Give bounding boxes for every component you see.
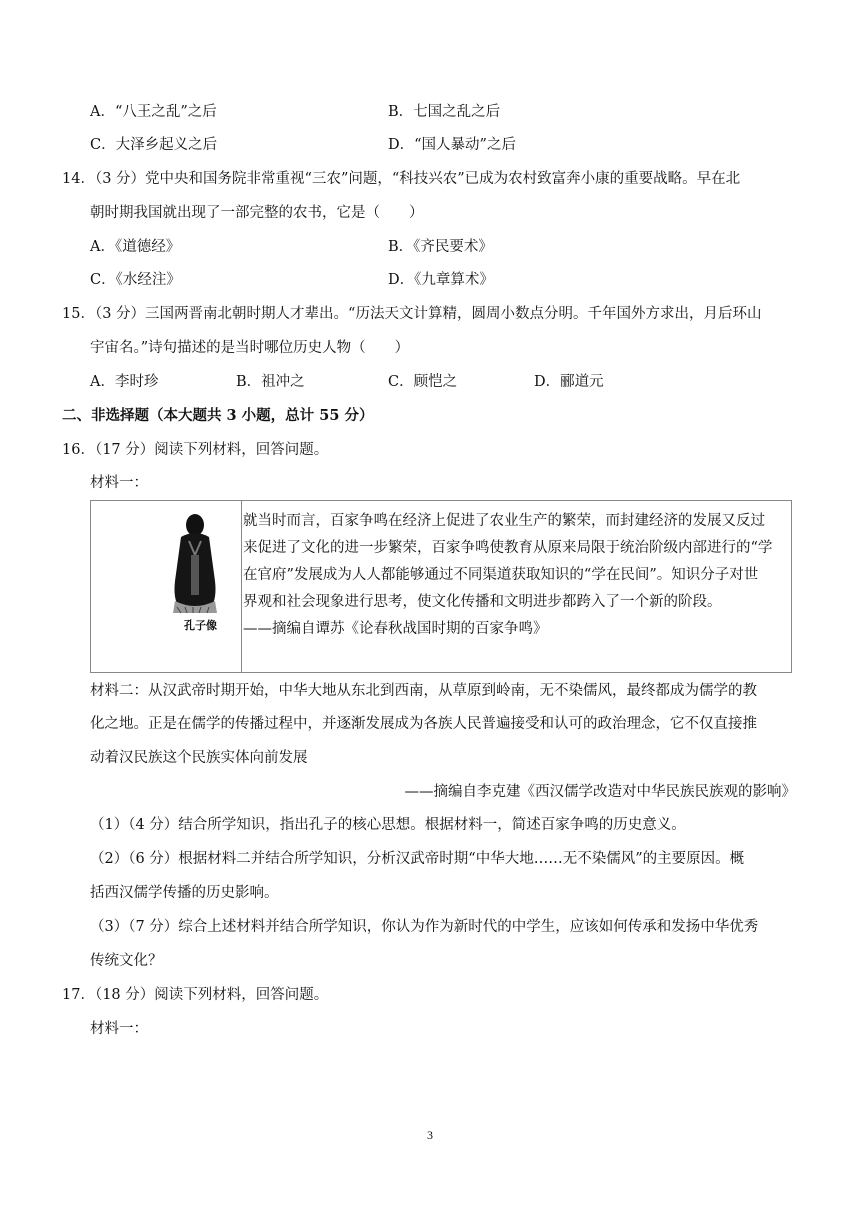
- q16-sub2-line2: 括西汉儒学传播的历史影响。: [90, 885, 279, 901]
- material1-line: 在官府”发展成为人人都能够通过不同渠道获取知识的“学在民间”。知识分子对世: [243, 567, 759, 583]
- q13-option-d: D．“国人暴动”之后: [388, 137, 516, 153]
- q16-sub3-line2: 传统文化？: [90, 953, 163, 969]
- q13-option-c: C．大泽乡起义之后: [90, 137, 218, 153]
- material2-source: ——摘编自李克建《西汉儒学改造对中华民族民族观的影响》: [404, 784, 796, 800]
- q15-stem-line1: 15．（3 分）三国两晋南北朝时期人才辈出。“历法天文计算精，圆周小数点分明。千年国外方求出，月后环山: [62, 306, 762, 322]
- q16-material1-label: 材料一：: [90, 475, 148, 491]
- material2-line: 材料二：从汉武帝时期开始，中华大地从东北到西南，从草原到岭南，无不染儒风，最终都成为儒学的教: [90, 683, 757, 699]
- q14-stem-line2: 朝时期我国就出现了一部完整的农书，它是（ ）: [90, 205, 424, 221]
- page-number: 3: [427, 1128, 433, 1142]
- q16-sub2-line1: （2）（6 分）根据材料二并结合所学知识，分析汉武帝时期“中华大地……无不染儒风”的主要原因。概: [90, 851, 745, 867]
- q17-material1-label: 材料一：: [90, 1021, 148, 1037]
- material1-line: 就当时而言，百家争鸣在经济上促进了农业生产的繁荣，而封建经济的发展又反过: [243, 513, 765, 529]
- material2-line: 化之地。正是在儒学的传播过程中，并逐渐发展成为各族人民普遍接受和认可的政治理念，它不仅直接推: [90, 716, 757, 732]
- material1-line: 界观和社会现象进行思考，使文化传播和文明进步都跨入了一个新的阶段。: [243, 594, 722, 610]
- q13-option-b: B．七国之乱之后: [388, 104, 501, 120]
- section-heading: 二、非选择题（本大题共 3 小题，总计 55 分）: [62, 407, 374, 424]
- q14-option-b: B．《齐民要术》: [388, 239, 493, 255]
- material2-line: 动着汉民族这个民族实体向前发展: [90, 750, 308, 766]
- q14-option-c: C．《水经注》: [90, 272, 181, 288]
- material1-line: 来促进了文化的进一步繁荣，百家争鸣使教育从原来局限于统治阶级内部进行的“学: [243, 540, 773, 556]
- material1-source: ——摘编自谭苏《论春秋战国时期的百家争鸣》: [243, 621, 548, 637]
- q17-intro: 17．（18 分）阅读下列材料，回答问题。: [62, 987, 329, 1003]
- q16-intro: 16．（17 分）阅读下列材料，回答问题。: [62, 442, 329, 458]
- q15-option-a: A．李时珍: [90, 374, 159, 390]
- q15-option-b: B．祖冲之: [236, 374, 305, 390]
- q15-option-c: C．顾恺之: [388, 374, 458, 390]
- q16-sub1: （1）（4 分）结合所学知识，指出孔子的核心思想。根据材料一，简述百家争鸣的历史意义。: [90, 817, 686, 833]
- portrait-caption: 孔子像: [184, 619, 217, 632]
- q14-stem-line1: 14．（3 分）党中央和国务院非常重视“三农”问题，“科技兴农”已成为农村致富奔小康的重要战略。早在北: [62, 171, 741, 187]
- q13-option-a: A．“八王之乱”之后: [90, 104, 217, 120]
- table-divider: [241, 501, 242, 672]
- q14-option-a: A．《道德经》: [90, 239, 181, 255]
- q16-sub3-line1: （3）（7 分）综合上述材料并结合所学知识，你认为作为新时代的中学生，应该如何传承和发扬中华优秀: [90, 919, 759, 935]
- q15-option-d: D．郦道元: [534, 374, 604, 390]
- q15-stem-line2: 宇宙名。”诗句描述的是当时哪位历史人物（ ）: [90, 340, 410, 356]
- material1-table: [90, 500, 792, 673]
- confucius-portrait-image: [167, 511, 223, 619]
- q14-option-d: D．《九章算术》: [388, 272, 494, 288]
